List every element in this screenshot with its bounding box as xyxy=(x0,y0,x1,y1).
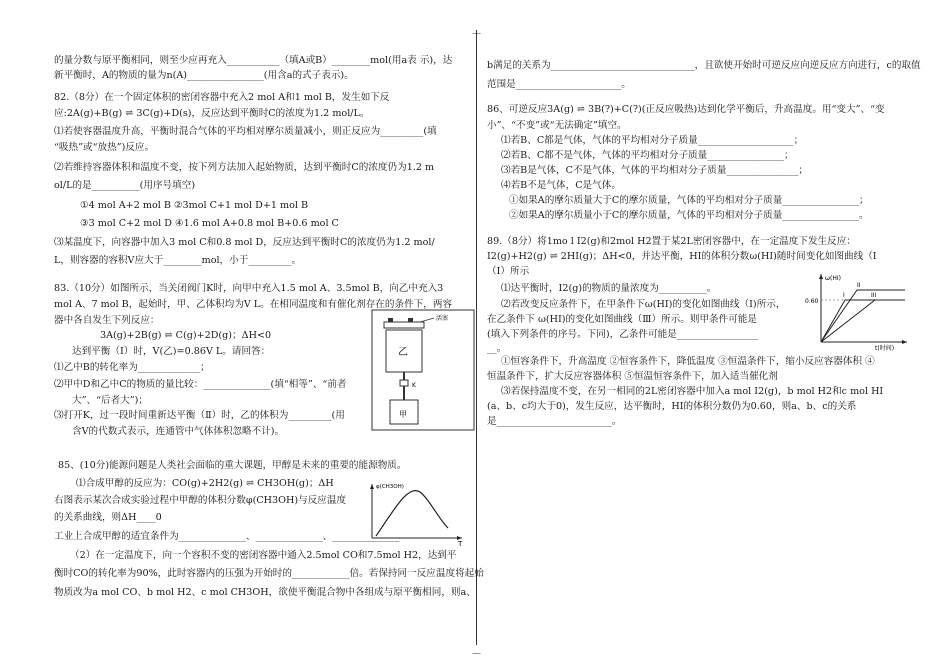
text-line: 在乙条件下 ω(HI)的变化如图曲线（Ⅲ）所示。则甲条件可能是 xyxy=(487,314,758,325)
column-divider xyxy=(476,30,477,645)
q82-part3: ⑶某温度下，向容器中加入3 mol C和0.8 mol D，反应达到平衡时C的浓度仍为1.2 mol/ xyxy=(54,237,435,248)
apparatus-diagram xyxy=(370,308,476,432)
text-line: 达到平衡（Ⅰ）时，V(乙)=0.86V L。请回答： xyxy=(72,346,271,357)
q86-part4: ⑷若B不是气体，C是气体。 xyxy=(501,180,621,191)
text-line: 小”、“不变”或“无法确定”填空。 xyxy=(487,120,627,131)
text-line: （Ⅰ）所示 xyxy=(487,266,530,277)
y-axis-arrow xyxy=(819,274,823,279)
q89-options-1: ①恒容条件下，升高温度 ②恒容条件下，降低温度 ③恒温条件下，缩小反应容器体积 ④ xyxy=(501,356,875,367)
q85-part1: ⑴合成甲醇的反应为：CO(g)+2H2(g) ⇌ CH3OH(g)；ΔH xyxy=(76,478,334,489)
q86-part4-b: ②如果A的摩尔质量小于C的摩尔质量，气体的平均相对分子质量________________。 xyxy=(509,210,869,221)
q83-part3: ⑶打开K，过一段时间重新达平衡（Ⅱ）时，乙的体积为_________(用 xyxy=(54,410,345,421)
curve-I-label: I xyxy=(843,292,845,299)
q85-conditions: 工业上合成甲醇的适宜条件为______________、______________、______________ xyxy=(54,531,400,542)
curve-II-label: II xyxy=(857,282,861,289)
x-axis-arrow xyxy=(902,340,907,344)
y-axis-arrow xyxy=(370,484,374,489)
q82-options-1: ①4 mol A+2 mol B ②3mol C+1 mol D+1 mol B xyxy=(80,200,309,211)
curve-III-label: III xyxy=(871,292,877,299)
q86-part2: ⑵若B、C都不是气体，气体的平均相对分子质量________________； xyxy=(501,150,794,161)
curve-phi-vs-t xyxy=(376,491,448,536)
text-line: 大”、“后者大”)； xyxy=(72,395,149,406)
q83-part2: ⑵甲中D和乙中C的物质的量比较：______________(填“相等”、“前者 xyxy=(54,379,347,390)
q89-reaction: I2(g)+H2(g) ⇌ 2HI(g)；ΔH<0，并达平衡，HI的体积分数ω(HI)随时间变化如图曲线（Ⅰ xyxy=(487,251,877,262)
valve-pointer xyxy=(420,318,434,322)
q82-reaction: 应:2A(g)+B(g) ⇌ 3C(g)+D(s)，反应达到平衡时C的浓度为1.2 mol/L。 xyxy=(54,108,370,119)
q89-part2: ⑵若改变反应条件下，在甲条件下ω(HI)的变化如图曲线（Ⅰ)所示， xyxy=(501,299,786,310)
q89-part3: ⑶若保持温度不变，在另一相同的2L密闭容器中加入a mol I2(g)，b mol H2和c mol HI xyxy=(501,386,884,397)
q86-part4-a: ①如果A的摩尔质量大于C的摩尔质量，气体的平均相对分子质量________________； xyxy=(509,195,869,206)
curve-I xyxy=(821,300,905,342)
text-line: b满足的关系为______________________________，且欲使开始时可逆反应向逆反应方向进行，c的取值 xyxy=(487,60,921,71)
text-line: mol A、7 mol B，起始时，甲、乙体积均为V L。在相同温度和有催化剂存在的条件下，两容 xyxy=(54,299,453,310)
q89-part1: ⑴达平衡时，I2(g)的物质的量浓度为__________。 xyxy=(501,283,717,294)
text-line: (填入下列条件的序号。下同)，乙条件可能是_________________ xyxy=(487,329,759,340)
q85-part2: （2）在一定温度下，向一个容积不变的密闭容器中通入2.5mol CO和7.5mol H2，达到平 xyxy=(70,550,457,561)
text-line: (a、b、c均大于0)，发生反应，达平衡时，HI的体积分数仍为0.60，则a、b、c的关系 xyxy=(487,401,857,412)
text-line: __。 xyxy=(487,343,507,354)
text-line: 含V的代数式表示，连通管中气体体积忽略不计)。 xyxy=(72,426,285,437)
q83-title: 83.（10分）如图所示，当关闭阀门K时，向甲中充入1.5 mol A、3.5mol B，向乙中充入3 xyxy=(54,283,444,294)
q86-title: 86、可逆反应3A(g) ⇌ 3B(?)+C(?)(正反应吸热)达到化学平衡后，升高温度。用“变大”、“变 xyxy=(487,104,885,115)
q86-part3: ⑶若B是气体，C不是气体，气体的平均相对分子质量_______________； xyxy=(501,165,808,176)
vessel-jia-label: 甲 xyxy=(399,410,407,419)
q85-title: 85、(10分)能源问题是人类社会面临的重大课题，甲醇是未来的重要的能源物质。 xyxy=(58,460,407,471)
graph-85 xyxy=(358,480,468,546)
q89-options-2: 恒温条件下，扩大反应容器体积 ⑤恒温恒容条件下，加入适当催化剂 xyxy=(487,371,778,382)
curve-III xyxy=(821,300,905,342)
piston-top xyxy=(384,322,424,328)
q89-title: 89.（8分）将1mo l I2(g)和2mol H2置于某2L密闭容器中，在一定温度下发生反应： xyxy=(487,236,856,247)
valve-k xyxy=(400,380,408,386)
q86-part1: ⑴若B、C都是气体，气体的平均相对分子质量____________________； xyxy=(501,135,804,146)
text-line: 新平衡时，A的物质的量为n(A)________________(用含a的式子表示)。 xyxy=(54,70,354,81)
text-line: 右图表示某次合成实验过程中甲醇的体积分数φ(CH3OH)与反应温度 xyxy=(54,495,347,506)
q82-title: 82.（8分）在一个固定体积的密闭容器中充入2 mol A和1 mol B，发生如下反 xyxy=(54,92,390,103)
valve-knob-right xyxy=(408,318,413,322)
graph89-x-label: t(时间) xyxy=(875,345,895,352)
graph89-y-tick: 0.60 xyxy=(805,298,819,305)
vessel-yi-label: 乙 xyxy=(398,347,408,358)
graph85-x-label: T xyxy=(458,540,463,546)
text-line: 是________________________。 xyxy=(487,416,622,427)
graph89-y-label: ω(HI) xyxy=(825,275,841,282)
q82-options-2: ③3 mol C+2 mol D ④1.6 mol A+0.8 mol B+0.6 mol C xyxy=(80,218,339,229)
graph85-y-label: φ(CH3OH) xyxy=(376,484,404,490)
valve-knob-left xyxy=(388,318,393,322)
q82-part2: ⑵若维持容器体积和温度不变，按下列方法加入起始物质，达到平衡时C的浓度仍为1.2 m xyxy=(54,162,435,173)
text-line: “吸热”或“放热”)反应。 xyxy=(54,142,155,153)
text-line: 范围是______________________。 xyxy=(487,79,631,90)
valve-label: 活塞 xyxy=(436,315,449,322)
valve-k-label: K xyxy=(412,382,416,389)
page-top-mark: — xyxy=(472,29,481,39)
text-line: L，则容器的容积V应大于________mol，小于_________。 xyxy=(54,255,302,266)
text-line: 的量分数与原平衡相同，则至少应再充入___________（填A或B）________mol(用a表 示)，达 xyxy=(54,55,453,66)
text-line: 衡时CO的转化率为90%，此时容器内的压强为开始时的____________倍。若保持同一反应温度将起始 xyxy=(54,568,484,579)
q82-part1: ⑴若使容器温度升高，平衡时混合气体的平均相对摩尔质量减小，则正反应为_________(填 xyxy=(54,126,437,137)
text-line: 物质改为a mol CO、b mol H2、c mol CH3OH，欲使平衡混合物中各组成与原平衡相同，则a、 xyxy=(54,587,476,598)
q83-part1: ⑴乙中B的转化率为_____________； xyxy=(54,362,210,373)
curve-II xyxy=(821,290,905,342)
text-line: 的关系曲线，则ΔH____0 xyxy=(54,512,162,523)
q83-reaction: 3A(g)+2B(g) ⇌ C(g)+2D(g)；ΔH<0 xyxy=(100,330,272,341)
graph-89 xyxy=(805,270,911,352)
page-bottom-mark: — xyxy=(472,649,481,659)
text-line: ol/L的是__________(用序号填空) xyxy=(54,180,196,191)
text-line: 器中各自发生下列反应： xyxy=(54,315,160,326)
